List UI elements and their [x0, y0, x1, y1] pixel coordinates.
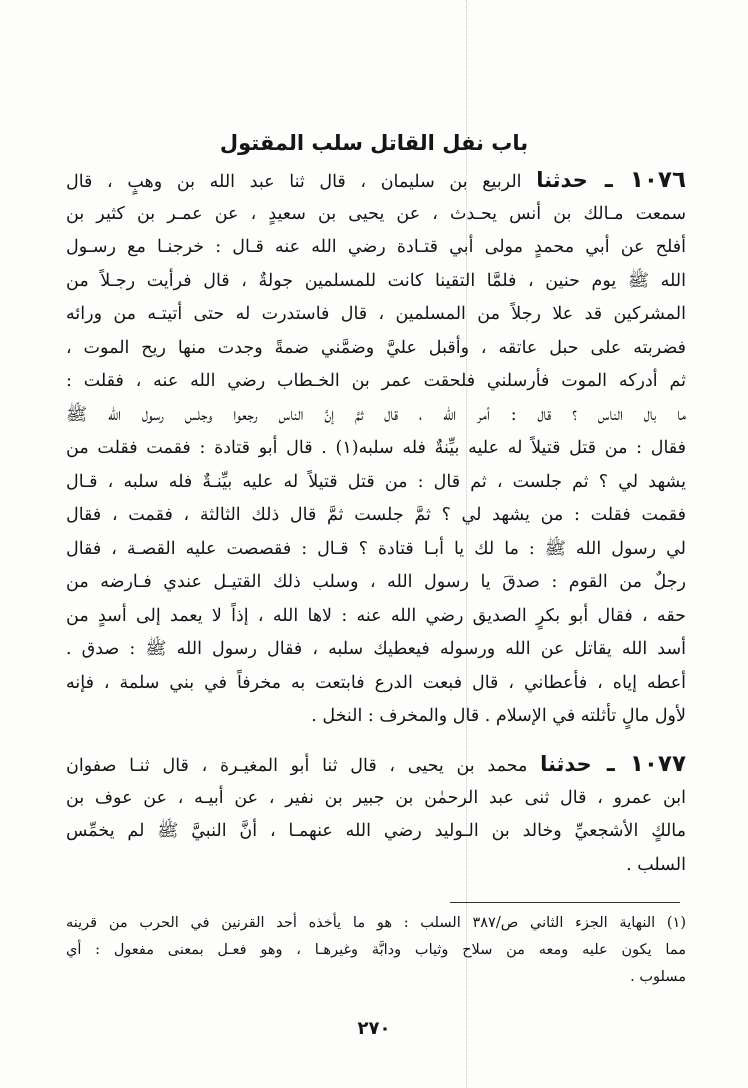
hadith-1076-line-7: ثم أدركه الموت فأرسلني فلحقت عمر بن الخـطاب رضي الله عنه ، فقلت :	[66, 371, 686, 391]
footnote-separator	[450, 902, 680, 903]
hadith-1076-line-8: ما بال الناس ؟ قال : أمر الله ، قال ثمَّ إنَّ الناس رجعوا وجلس رسول الله ﷺ	[66, 404, 686, 425]
hadith-1076-line-1	[66, 164, 686, 198]
hadith-1076-line-11: فقمت فقلت : من يشهد لي ؟ ثمَّ جلست ثمَّ قال ذلك الثالثة ، فقمت ، فقال	[66, 505, 686, 525]
hadith-1076-line-4: الله ﷺ يوم حنين ، فلمَّا التقينا كانت للمسلمين جولةٌ ، قال فرأيت رجـلاً من	[66, 270, 686, 291]
hadith-1077-line-2: ابن عمرو ، قال ثنى عبد الرحمٰن بن جبير بن نفير ، عن أبيـه ، عن عوف بن	[66, 787, 686, 808]
hadith-1076-line-15: أسد الله يقاتل عن الله ورسوله فيعطيك سلبه ، فقال رسول الله ﷺ : صدق .	[66, 639, 686, 659]
page-number: ٢٧٠	[357, 1018, 391, 1039]
hadith-1077-line-1	[66, 748, 686, 782]
hadith-text: محمد بن يحيى ، قال ثنا أبو المغيـرة ، قال ثنـا صفوان	[66, 756, 541, 776]
hadith-1076-line-5: المشركين قد علا رجلاً من المسلمين ، قال فاستدرت له حتى أتيتـه من ورائه	[66, 304, 686, 324]
chapter-title: باب نفل القاتل سلب المقتول	[219, 131, 529, 155]
hadith-dash: ـ	[591, 751, 630, 777]
hadith-1076-line-9: فقال : من قتل قتيلاً له عليه بيِّنةٌ فله سلبه(١) . قال أبو قتادة : فقمت فقلت من	[66, 438, 686, 458]
hadith-1076-line-12: لي رسول الله ﷺ : ما لك يا أبـا قتادة ؟ قـال : فقصصت عليه القصـة ، فقال	[66, 538, 686, 559]
hadith-dash: ـ	[587, 167, 630, 193]
hadith-1076-line-2: سمعت مـالك بن أنس يحـدث ، عن يحيى بن سعيدٍ ، عن عمـر بن كثير بن	[66, 203, 686, 224]
footnote-line-2: مما يكون عليه ومعه من سلاح وثياب ودابَّة وغيرهـا ، وهو فعـل بمعنى مفعول : أي	[66, 942, 686, 958]
hadith-1076-line-13: رجلٌ من القوم : صدقَ يا رسول الله ، وسلب ذلك القتيـل عندي فـارضه من	[66, 572, 686, 592]
haddathana-keyword: حدثنا	[536, 168, 588, 192]
hadith-1077	[66, 748, 686, 882]
hadith-1076	[66, 164, 686, 734]
haddathana-keyword: حدثنا	[540, 752, 592, 776]
hadith-1076-line-6: فضربته على حبل عاتقه ، وأقبل عليَّ وضمَّني ضمةً وجدت منها ريح الموت ،	[66, 337, 686, 358]
hadith-number: ١٠٧٧	[629, 751, 686, 777]
footnote-line-3: مسلوب .	[630, 969, 686, 985]
hadith-1076-line-10: يشهد لي ؟ ثم جلست ، ثم قال : من قتل قتيلاً له عليه بيِّنـةٌ فله سلبه ، قـال	[66, 471, 686, 492]
hadith-1076-line-17: لأول مالٍ تأثلته في الإسلام . قال والمخرف : النخل .	[311, 706, 686, 726]
hadith-1076-line-14: حقه ، فقال أبو بكرٍ الصديق رضي الله عنه : لاها الله ، إذاً لا يعمد إلى أسدٍ من	[66, 605, 686, 626]
footnote-line-1: (١) النهاية الجزء الثاني ص/٣٨٧ السلب : هو ما يأخذه أحد القرنين في الحرب من قرينه	[66, 915, 686, 931]
hadith-1076-line-3: أفلح عن أبي محمدٍ مولى أبي قتـادة رضي الله عنه قـال : خرجنـا مع رسـول	[66, 237, 686, 257]
hadith-1076-line-16: أعطه إياه ، فأعطاني ، قال فبعت الدرع فابتعت به مخرفاً في بني سلمة ، فإنه	[66, 672, 686, 693]
footnotes	[66, 910, 686, 991]
hadith-number: ١٠٧٦	[629, 167, 686, 193]
hadith-1077-line-3: مالكٍ الأشجعيِّ وخالد بن الـوليد رضي الله عنهمـا ، أنَّ النبيَّ ﷺ لم يخمِّس	[66, 821, 686, 841]
hadith-1077-line-4: السلب .	[626, 854, 686, 875]
hadith-text: الربيع بن سليمان ، قال ثنا عبد الله بن وهبٍ ، قال	[66, 172, 537, 192]
